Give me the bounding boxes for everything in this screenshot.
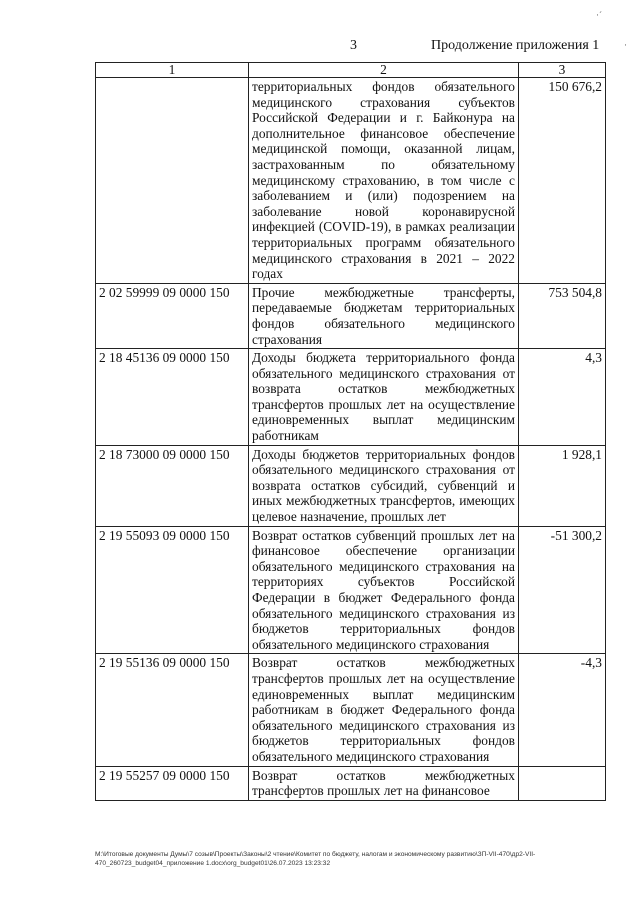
budget-code: 2 19 55257 09 0000 150 [96,766,249,800]
amount-value [519,766,606,800]
table-row [96,283,606,348]
document-file-path-footer: M:\Итоговые документы Думы\7 созыв\Проекты\Законы\2 чтение\Комитет по бюджету, налогам и экономическому развитию\ЗП-VII-470\др2-VII-470_260723_budget04_приложение 1.docx\org_budget01\26.07.2023 13:23:32 [95,851,536,867]
table-row [96,526,606,654]
table-header-row [96,63,606,78]
scan-speck: · [624,40,627,50]
table-row [96,654,606,766]
budget-code: 2 02 59999 09 0000 150 [96,283,249,348]
table-row [96,766,606,800]
amount-value: -4,3 [519,654,606,766]
revenue-description: Возврат остатков межбюджетных трансфертов прошлых лет на осуществление единовременных выплат медицинским работникам в бюджет Федерального фонда обязательного медицинского страхования из бюджетов территориальных фондов обязательного медицинского страхования [249,654,519,766]
revenue-description: Доходы бюджета территориального фонда обязательного медицинского страхования от возврата остатков межбюджетных трансфертов прошлых лет на осуществление единовременных выплат медицинским работникам [249,349,519,446]
amount-value: 150 676,2 [519,78,606,284]
table-row [96,445,606,526]
scan-speck: ·´ [596,10,602,20]
amount-value: 753 504,8 [519,283,606,348]
appendix-continuation-label: Продолжение приложения 1 [431,38,600,53]
budget-code: 2 18 73000 09 0000 150 [96,445,249,526]
budget-code: 2 18 45136 09 0000 150 [96,349,249,446]
budget-code: 2 19 55093 09 0000 150 [96,526,249,654]
revenue-description: Возврат остатков межбюджетных трансфертов прошлых лет на финансовое [249,766,519,800]
table-row [96,349,606,446]
column-header-2: 2 [249,63,519,78]
column-header-3: 3 [519,63,606,78]
table-row [96,78,606,284]
page-header [0,38,640,58]
column-header-1: 1 [96,63,249,78]
revenue-description: Доходы бюджетов территориальных фондов обязательного медицинского страхования от возврата остатков субсидий, субвенций и иных межбюджетных трансфертов, имеющих целевое назначение, прошлых лет [249,445,519,526]
budget-code [96,78,249,284]
amount-value: -51 300,2 [519,526,606,654]
amount-value: 4,3 [519,349,606,446]
budget-code: 2 19 55136 09 0000 150 [96,654,249,766]
revenue-description: территориальных фондов обязательного медицинского страхования субъектов Российской Федерации и г. Байконура на дополнительное финансовое обеспечение медицинской помощи, оказанной лицам, застрахованным по обязательному медицинскому страхованию, в том числе с заболеванием и (или) подозрением на заболевание новой коронавирусной инфекцией (COVID-19), в рамках реализации территориальных программ обязательного медицинского страхования в 2021 – 2022 годах [249,78,519,284]
page-number: 3 [350,38,357,53]
amount-value: 1 928,1 [519,445,606,526]
revenue-description: Возврат остатков субвенций прошлых лет на финансовое обеспечение организации обязательного медицинского страхования на территориях субъектов Российской Федерации в бюджет Федерального фонда обязательного медицинского страхования из бюджетов территориальных фондов обязательного медицинского страхования [249,526,519,654]
revenue-table [95,62,606,801]
revenue-description: Прочие межбюджетные трансферты, передаваемые бюджетам территориальных фондов обязательного медицинского страхования [249,283,519,348]
